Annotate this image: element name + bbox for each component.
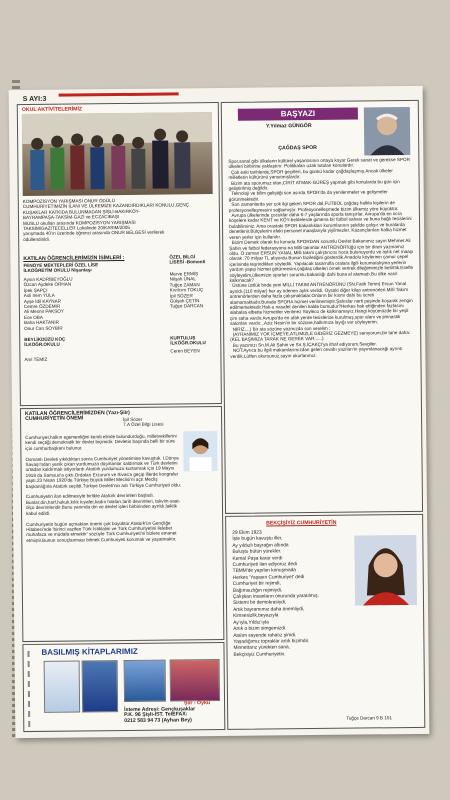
poem-line: Artık bayramımız daha önemliydi, (233, 606, 305, 613)
ad-address: İsteme Adresi: Gençkuşaklar P.K. 96 Şişli-İST. TelEFAX: 0212 583 94 73 (Ayhan Bey) (124, 706, 196, 724)
name3-left: Anıl TEMİZ (24, 356, 48, 363)
list-item: Ece OBA (23, 314, 43, 320)
list-item: Ali Mesnir PAKSOY (23, 309, 64, 315)
student-photo (183, 431, 217, 471)
poem-line: Cumhuriyeti ilan ediyoruz dedi (232, 562, 297, 568)
activities-box (17, 102, 222, 406)
list-item: Ayşe İdil KAYNAR (23, 298, 61, 304)
list-item: Nilşah ÜNAL (169, 276, 196, 282)
author-photo (364, 107, 411, 155)
list-item: Cemre ÖZDEMİR (23, 303, 61, 310)
poem-line: Ay yıldızlı bayrağın altında (232, 543, 289, 549)
poem-line: Minnettarız yürekten sana, (233, 645, 291, 652)
list-item: Gülşah ÇETİN (169, 298, 200, 304)
list-item: Aysın KADRİBEYOĞLU (23, 276, 73, 283)
names-left-list (24, 277, 74, 332)
poem-line: Çalışkan insanların onurunda yaratılmış. (232, 594, 319, 600)
header-strip-red (59, 92, 179, 96)
essay-author: İpil Sözer 7.A Özel Bilgi Lisesi (123, 416, 164, 428)
group-photo (22, 112, 213, 196)
essay-title: KATILAN ÖĞRENCİLERİMİZDEN (Yazı-Şiir) CUMHURİYETİN ÖNEMİ (24, 409, 130, 423)
poem-line: Kemal Paşa karar verdi (232, 555, 283, 562)
poem-lines (232, 530, 319, 659)
poem-line: Ay'ıyla,Yıldız'ıyla (233, 620, 269, 626)
essay-box (20, 406, 224, 642)
page-number: S AYI:3 (22, 95, 47, 104)
poem-author: Tuğçe Darcan 9 B 151 (346, 715, 393, 721)
list-item: Baha HAKTANIR (24, 319, 59, 326)
poem-box (225, 514, 425, 730)
school-right: ÖZEL BİLGİ LİSESİ -Bomonti (169, 254, 206, 265)
editorial-byline: Y.Yılmaz GÜNGÖR (265, 123, 312, 130)
ad-label: Şiir - Öykü (184, 700, 211, 707)
poem-line: Bağımsızlığın rejimiydi, (232, 588, 283, 594)
poem-line: Buluştu bütün yürekler. (232, 549, 282, 556)
editorial-banner: BAŞYAZI (238, 108, 358, 121)
magazine-page (9, 86, 430, 738)
poem-line: Sistemi bir demokrasiydi, (232, 600, 287, 607)
editorial-box (221, 100, 423, 514)
editorial-subtitle: ÇAĞDAŞ SPOR (278, 144, 317, 152)
winners-title: KATILAN ÖĞRENCİLERİMİZİN İSİMLERİ : (23, 254, 125, 263)
poet-photo (354, 535, 417, 606)
activities-heading: OKUL AKTİVİTELERİMİZ (21, 106, 83, 114)
poem-line: İşte bugün kavuştu iller, (232, 536, 283, 543)
school3-left: BEYLİKDÜZÜ KOÇ İLKÖĞR.OKULU (24, 336, 66, 348)
names-right-list (170, 271, 204, 309)
name3-right: Ceren BEYEN (170, 348, 200, 354)
poem-line: TBMM'de yapılan konuşmada (232, 568, 297, 575)
poem-line: Atalım sayende rahatız şimdi. (233, 632, 297, 639)
ad-side-strip (27, 651, 40, 727)
list-item: Asli Irem YULA (23, 292, 55, 299)
school-left: FENÖYE MEKTEPLERİ ÖZEL LİSE İLKÖĞRETİM OKULU Nişantaşı (23, 262, 99, 274)
list-item: İpek ŞAPÇI (23, 287, 48, 293)
book-cover-3 (124, 660, 166, 702)
list-item: Onur Can SOYBİR (24, 325, 63, 331)
books-ad (22, 642, 225, 732)
essay-body: Cumhuriyet,halkın egemenliğini kendi elinde bulundurduğu, milletvekillerini kendi seçtiği demokratik bir devlet biçimidir. Devletin başında belli bir süre için cumhurbaşkanı bulunur. Osmanlı Devleti yıkıldıktan sonra Cumhuriyet yönetimine kavuştuk. I.Dünya Savaşı'ndan yenik çıkan yurdumuza düşmanlar saldırmak ve Türk devletini ortadan kaldırmak istiyorlardı.Atatürk yurdumuzu kurtarmak için 19 Mayıs 1919 da Samsun'a çıktı.Ordaları Erzurum ve Sivas'a geçip illerde kongreler yaptı.23 Nisan 1920'de Türkiye Büyük Millet Meclisi'ni açtı.Mecliş başkanlığına Atatürk seçildi.Türkiye Devleti'nin adı Türkiye Cumhuriyeti oldu. Cumhuriyetin ilan edilmesiyle birlikte Atatürk devrimleri başladı. Bunlar;din,harf,hukuk,kılık kıyafet,kadın hakları,tarih devrimleri, takvim-saat-ölçü devrimleridir.Bunu yanında din ve devlet işleri birbirinden ayrıldı,laiklik kabul edildi. Cumhuriyetin bugün açmaktan önemi çok büyüktür.Atatürk'ün Gençliğe Hitabesi'nde 'birinci vazifen Türk İstiklalini ve Türk Cumhuriyetini ilelebet muhafaza ve müdafa etmektir' sözüyle Türk Cumhuriyeti'ni bizlere emanet etmiştir.Bunun sonuçlanması bilmek Cumhuriyeti korumak ve yaşatmaktır. (25, 433, 182, 543)
book-cover-2 (82, 660, 119, 712)
poem-line: Kimsesizlik,beyazıyla (233, 613, 279, 620)
poem-line: Bekçisiyiz Cumhuriyetin. (233, 652, 286, 658)
list-item: Tuğçe ZAMAN (169, 282, 200, 288)
poem-line: Artık o bizim simgemizdi. (233, 626, 287, 632)
list-item: Merve ERMİŞ (169, 271, 199, 277)
poem-line: 29 Ekim 1923 (232, 530, 262, 536)
poem-title: BEKÇİŞİYİZ CUMHURİYETİN (266, 519, 337, 527)
list-item: Kıvılcım TOKUÇ (169, 287, 204, 293)
poem-line: Herkes 'Yaşasın Cumhuriyet' dedi (232, 574, 305, 581)
book-cover-1 (44, 660, 81, 712)
school3-right: KURTULUŞ İLKÖĞR.OKULU (170, 335, 206, 346)
list-item: Tuğçe DARCAN (169, 303, 204, 309)
book-cover-4 (170, 659, 220, 702)
ad-title: BASILMIŞ KİTAPLARIMIZ (41, 646, 138, 657)
list-item: İpil SÖZER (169, 292, 193, 299)
poem-line: Cumhuriyet bir rejimdi, (232, 581, 281, 588)
editorial-body: Spor,sanal gibi ülkelerin kültürel yaşantısının ortaya koyar Gerek sanat ve gerekse SPOR ülkeleri birbirine yaklaştırır. Politikaları uzak tutulan konulardır. Çok eski tarihlerde,SPOR geçitleri, bu günkü kadar çağdaşlaşmış.Ancak ülkeler milletlerin kültürünü yansıtmışlardır. Bizim ata sporumuz olan,CİRİT ATMAK-GÜREŞ yapmak gibi konularda bu gün için geliştirilmiş değildir. Teknoloji ve bilim geliştiği son asırda SPOR'da da yenilenmeler ve gelişmeler görünmektedir. Son zamanlarda yer çok ilgi geken SPOR dal,FUTBOL çağdaş halkla kişilerin de profesyonelleşmesini sağlamıştır. Profesyonelleşmede bizim ülkemiz yöre büyüktür. Avrupa ülkelerinde çocuklar daha 6-7 yaşlarında sporla tanışırlar. Avrupa'da en ücra köşelere kadar KENT ve KÖY-beldelerde gimena bir futbol sahası ve buna bağlı tesislerini bulabilirsiniz. Ama orastaki SPOR bakanlıkları kurumlarının şekilde çalışır ve buralarda denetlenir.Bütçelerini afaki personel maaşlarıyla yiyilmezler. Kazançlarıları halka hizmet veren yerler için kullanılır. Bizim Demek olarak bu konuda SPORDAN sorumlu Devlet Bakanımız sayın Mehmet Ali Şahin ve futbol federasyonu-na Milli takımlar ANTRENÖR'lüğü için bir direri yazmamız oldu. O zaman ERSUN YANAL Milli takım çalıştırıcısı hoca bulunuyordu ve aylık net maaşı olarak :70 milyar TL alıyordu.Bunun faziletiğini gösterdik.Anadolu köylerinin çamur çepel içerisinde teşrindikleri söyledik. Yapılacak tasarrufla oralara ilgili kuruma/alışma yerlerin yardım yapıp hizmet götürmesini,çağdaş ülkeleri örnek verirek dileğimimizle belirttik.Esefle söyleyelim,ülkemizin sporları sorumlu bakanlığı dahi buna el atamadı.Bu ülke nasıl kalkınacak? Üstüne üstlük birde yeni MİLLİ TAKIM ANTRENÖRÜNÜ (SN.Fatih Terim) Ersun Yanal ayrıldı.(110 milyar) her ay ödenen aylık verildi. Oysaki diğer kilup antrenörleri.Milli Takım antrenörlerden daha fazla çalışmaktalar.Onların bir kısmı dahi bu ücreti alamamaktadır.Burada SPORA hizmet verilmemiştir.Şahıslar narti peşinde koşarak zengin edilmemektedir.Hak-u nasafet denilen kalde bumudur?Herkes hak ettiğinden fazlasını alabalsa elbette hizmetiler verilmez Söyleco de kalkınamayız.Hangi köyümüzde bir yeşil çim saha vardır.Avrupa'da en ufak yerde tesislerize kurulmuş,spor alanı ve jimnastik salonları vardır...Aziz Nesin'in bir sözüne,halkımıza layığı var söyleyerim. NİRİZ....) Bir ata sözüne yazmızda son verelim : (AYRANIMIZ YOK İÇMEYE,ATLIMIZLE GİDERİZ GEZMEYE) sanıyorum,bir tane daha:(KEL BAŞIMIZA TARAK NE GEREK VAR......) Bu yazımızı Sn.M.Ali Şahin ve Sn.Ş.İÇAKÇI'ya ithaf ediyorum.Sevgiler. NOT:Ayrıca bu ilgili makamlarımızdan gelen cevabı yazıları'nı yayımlanacağı ayrıntı verdik.Lütfen okursunuz,sayın okurlarımız. (228, 156, 415, 359)
list-item: Özcan Aydeke ORHAN (23, 281, 72, 288)
poem-line: Yaşadığımız topraklar artık bizimdir. (233, 638, 310, 645)
competition-intro: KOMPOZİSYON YARIŞMASI ONUR ÖDÜLÜ CUMHURİYETİMİZİN İLANI VE ÜLKEMİZE KAZANDIRDIKLARI KONULU,GENÇ KUŞAKLAR KATKIDA BULUNMADAN ŞİŞLİ-BAKIRKÖY- BAYRAMPAŞA-TAKSİM-GAZİ ve ECZACIBAŞI MUSLU okulları arasında KOMPOZİSYON YARIŞMASI TAKSİM/GAZİTECELLER Lokalinde 20/KASIM/2005 yarışmada 40'ın üzerinde öğrenci arasında ONUR BELGESİ verilerek ödüllendirildi. (22, 198, 191, 242)
